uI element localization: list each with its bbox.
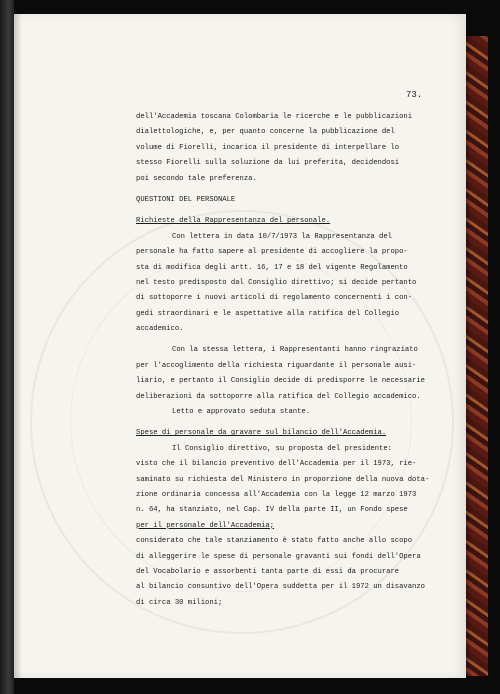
text-line: volume di Fiorelli, incarica il presidente di interpellare lo [136, 143, 400, 152]
text-line: deliberazioni da sottoporre alla ratifica del Collegio accademico. [136, 392, 421, 401]
text-line: di alleggerire le spese di personale gravanti sui fondi dell'Opera [136, 552, 421, 561]
text-line: per l'accoglimento della richiesta riguardante il personale ausi- [136, 361, 417, 370]
text-line: Con lettera in data 10/7/1973 la Rappresentanza del [172, 232, 392, 241]
text-line: saminato su richiesta del Ministero in proporzione della nuova dota- [136, 475, 430, 484]
book-spine [0, 0, 14, 694]
text-line: liario, e pertanto il Consiglio decide di predisporre le necessarie [136, 377, 425, 386]
text-line: visto che il bilancio preventivo dell'Accademia per il 1973, rie- [136, 460, 417, 469]
text-line: stesso Fiorelli sulla soluzione da lui preferita, decidendosi [136, 159, 400, 168]
text-line: dell'Accademia toscana Colombaria le ricerche e le pubblicazioni [136, 113, 413, 121]
section-heading: per il personale dell'Accademia; [136, 521, 275, 530]
text-line: Il Consiglio direttivo, su proposta del presidente: [172, 444, 392, 453]
text-line: QUESTIONI DEL PERSONALE [136, 195, 236, 204]
page-gutter-shadow [14, 14, 22, 678]
text-line: zione ordinaria concessa all'Accademia con la legge 12 marzo 1973 [136, 490, 417, 499]
text-line: poi secondo tale preferenza. [136, 174, 257, 183]
text-line: sta di modifica degli artt. 16, 17 e 18 del vigente Regolamento [136, 263, 408, 272]
section-heading: Richieste della Rappresentanza del personale. [136, 217, 331, 226]
page-number: 73. [406, 90, 423, 100]
text-line: gedi straordinari e le aspettative alla ratifica del Collegio [136, 309, 400, 318]
text-line: personale ha fatto sapere al presidente di accogliere la propo- [136, 248, 408, 257]
text-line: dialettologiche, e, per quanto concerne la pubblicazione del [136, 128, 395, 137]
text-line: nel testo predisposto dal Consiglio direttivo; si decide pertanto [136, 278, 417, 287]
text-line: di sottoporre i nuovi articoli di regolamento concernenti i con- [136, 294, 413, 303]
text-line: n. 64, ha stanziato, nel Cap. IV della parte II, un Fondo spese [136, 506, 408, 515]
text-line: del Vocabolario e assorbenti tanta parte di essi da procurare [136, 567, 400, 576]
section-heading: Spese di personale da gravare sul bilancio dell'Accademia. [136, 429, 387, 438]
text-line: al bilancio consuntivo dell'Opera suddetta per il 1972 un disavanzo [136, 583, 425, 592]
text-line: considerato che tale stanziamento è stato fatto anche allo scopo [136, 537, 413, 546]
text-line: di circa 30 milioni; [136, 598, 223, 607]
text-line: accademico. [136, 325, 184, 334]
typewritten-text-body [136, 110, 436, 611]
text-line: Letto e approvato seduta stante. [172, 408, 311, 417]
text-line: Con la stessa lettera, i Rappresentanti hanno ringraziato [172, 346, 418, 355]
